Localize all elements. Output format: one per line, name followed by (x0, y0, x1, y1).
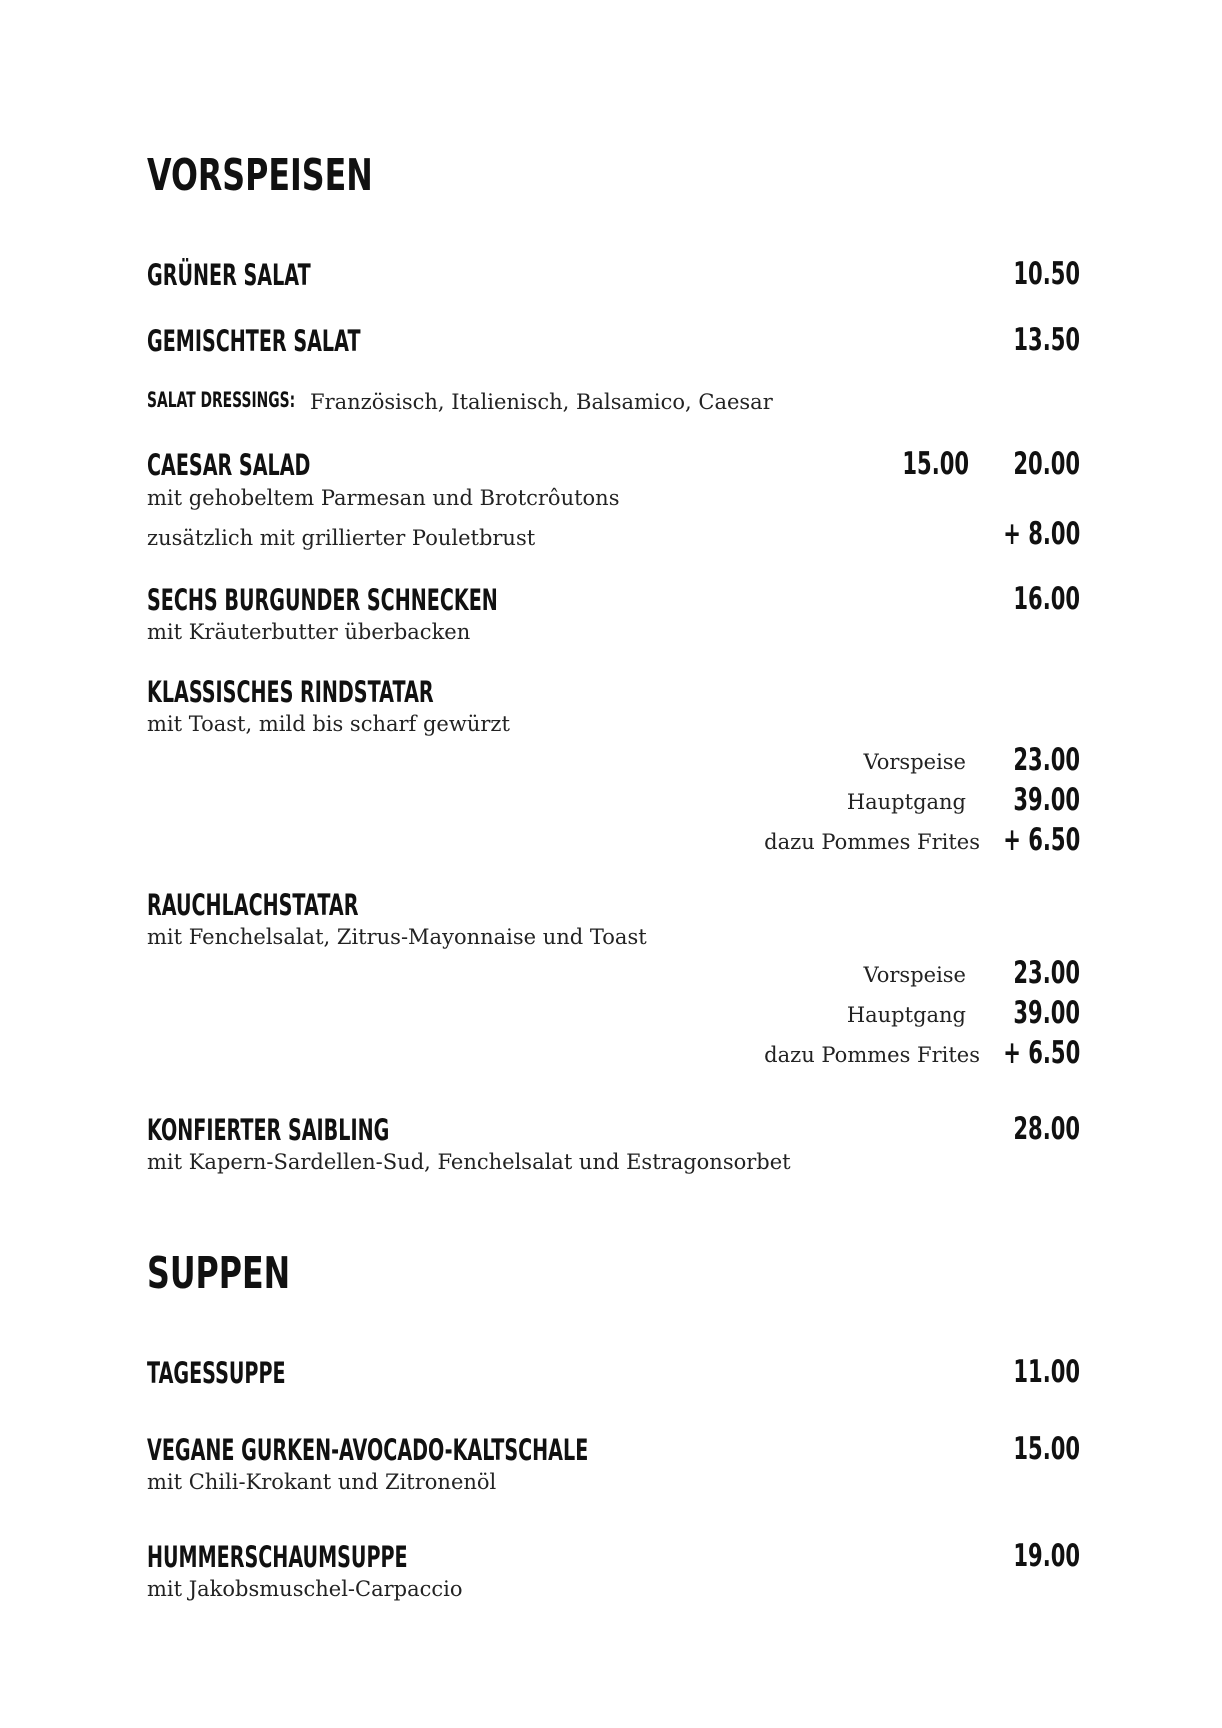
item-price-small: 15.00 (902, 446, 969, 482)
item-price: 13.50 (1013, 322, 1080, 358)
item-description: mit Fenchelsalat, Zitrus-Mayonnaise und Toast (147, 925, 647, 949)
item-name: CAESAR SALAD (147, 448, 311, 482)
item-description: mit Chili-Krokant und Zitronenöl (147, 1470, 497, 1494)
item-name: TAGESSUPPE (147, 1356, 286, 1390)
item-description: mit gehobeltem Parmesan und Brotcrôutons (147, 486, 620, 510)
item-price-large: 20.00 (1013, 446, 1080, 482)
item-name: SECHS BURGUNDER SCHNECKEN (147, 583, 498, 617)
item-name: GEMISCHTER SALAT (147, 324, 361, 358)
item-name: GRÜNER SALAT (147, 258, 311, 292)
option-label-pommes: dazu Pommes Frites (764, 1043, 980, 1067)
option-label-vorspeise: Vorspeise (863, 963, 966, 987)
item-description: mit Kapern-Sardellen-Sud, Fenchelsalat und Estragonsorbet (147, 1150, 791, 1174)
section-title-vorspeisen: VORSPEISEN (147, 150, 373, 201)
option-price-pommes: + 6.50 (1002, 1035, 1080, 1071)
item-price: 10.50 (1013, 256, 1080, 292)
option-price-pommes: + 6.50 (1002, 822, 1080, 858)
item-price: 11.00 (1013, 1354, 1080, 1390)
section-title-suppen: SUPPEN (147, 1248, 291, 1299)
option-price-vorspeise: 23.00 (1013, 955, 1080, 991)
option-price-vorspeise: 23.00 (1013, 742, 1080, 778)
item-description: mit Jakobsmuschel-Carpaccio (147, 1577, 463, 1601)
item-name: VEGANE GURKEN-AVOCADO-KALTSCHALE (147, 1433, 589, 1467)
option-label-hauptgang: Hauptgang (846, 790, 966, 814)
item-description: mit Kräuterbutter überbacken (147, 620, 471, 644)
item-price: 19.00 (1013, 1538, 1080, 1574)
option-label-pommes: dazu Pommes Frites (764, 830, 980, 854)
item-extra-price: + 8.00 (1002, 516, 1080, 552)
item-price: 28.00 (1013, 1111, 1080, 1147)
item-name: KLASSISCHES RINDSTATAR (147, 675, 434, 709)
option-price-hauptgang: 39.00 (1013, 782, 1080, 818)
option-label-vorspeise: Vorspeise (863, 750, 966, 774)
option-label-hauptgang: Hauptgang (846, 1003, 966, 1027)
salad-dressings-line (147, 388, 319, 412)
item-price: 16.00 (1013, 581, 1080, 617)
item-description: mit Toast, mild bis scharf gewürzt (147, 712, 510, 736)
item-name: KONFIERTER SAIBLING (147, 1113, 390, 1147)
item-price: 15.00 (1013, 1431, 1080, 1467)
item-extra: zusätzlich mit grillierter Pouletbrust (147, 526, 536, 550)
dressings-text: Französisch, Italienisch, Balsamico, Caesar (310, 390, 773, 414)
option-price-hauptgang: 39.00 (1013, 995, 1080, 1031)
item-name: HUMMERSCHAUMSUPPE (147, 1540, 408, 1574)
item-name: RAUCHLACHSTATAR (147, 888, 359, 922)
dressings-label: SALAT DRESSINGS: (147, 388, 296, 412)
